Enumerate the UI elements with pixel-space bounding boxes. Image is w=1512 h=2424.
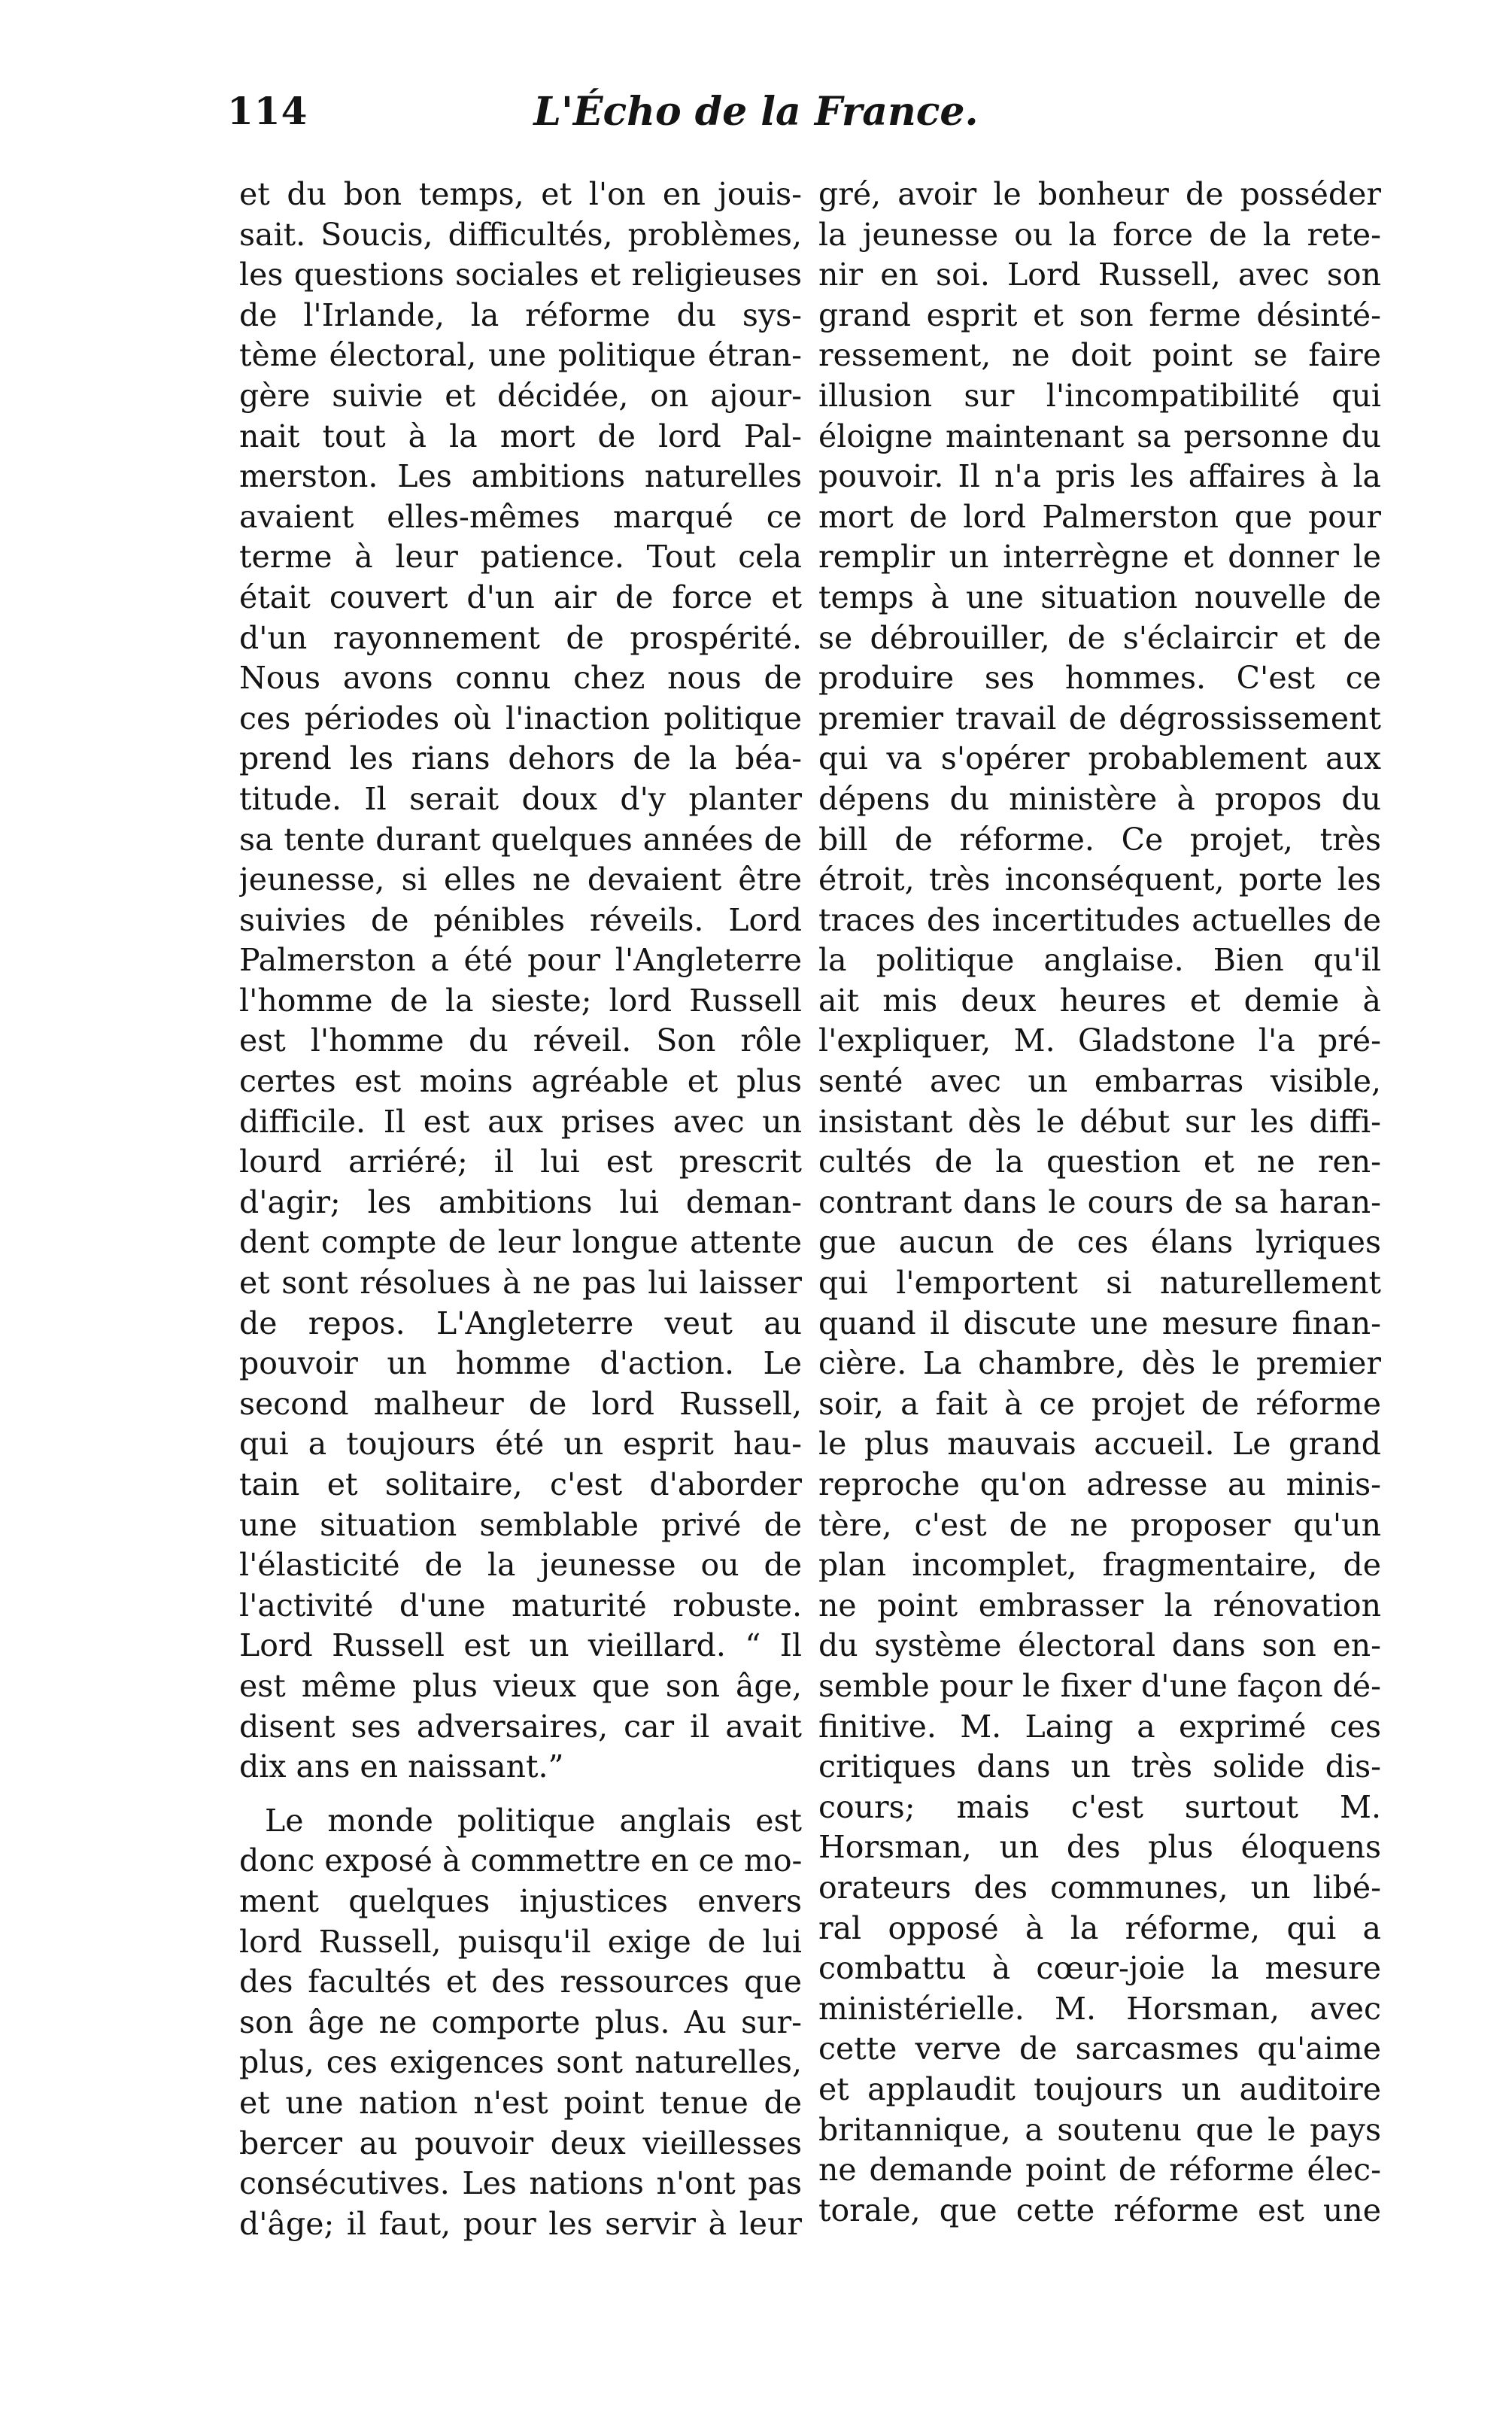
- text-line: difficile. Il est aux prises avec un: [239, 1103, 802, 1140]
- text-line: pouvoir un homme d'action. Le: [239, 1345, 802, 1382]
- text-line: Nous avons connu chez nous de: [239, 660, 802, 697]
- text-line: du système électoral dans son en-: [818, 1627, 1381, 1664]
- text-line: finitive. M. Laing a exprimé ces: [818, 1708, 1381, 1745]
- text-line: semble pour le fixer d'une façon dé-: [818, 1667, 1381, 1704]
- text-line: remplir un interrègne et donner le: [818, 539, 1381, 576]
- text-line: et applaudit toujours un auditoire: [818, 2070, 1381, 2107]
- paragraph: [239, 175, 802, 1788]
- text-line: disent ses adversaires, car il avait: [239, 1708, 802, 1745]
- text-line: gré, avoir le bonheur de posséder: [818, 176, 1381, 212]
- text-line: l'élasticité de la jeunesse ou de: [239, 1547, 802, 1584]
- text-line: ral opposé à la réforme, qui a: [818, 1909, 1381, 1946]
- text-line: de l'Irlande, la réforme du sys-: [239, 296, 802, 333]
- text-line: l'homme de la sieste; lord Russell: [239, 982, 802, 1019]
- text-line: qui l'emportent si naturellement: [818, 1265, 1381, 1302]
- text-line: cultés de la question et ne ren-: [818, 1144, 1381, 1180]
- text-line: l'expliquer, M. Gladstone l'a pré-: [818, 1022, 1381, 1059]
- text-line: consécutives. Les nations n'ont pas: [239, 2165, 802, 2202]
- text-line: sait. Soucis, difficultés, problèmes,: [239, 216, 802, 253]
- text-line: critiques dans un très solide dis-: [818, 1748, 1381, 1785]
- text-line: ne point embrasser la rénovation: [818, 1587, 1381, 1624]
- text-line: la politique anglaise. Bien qu'il: [818, 942, 1381, 979]
- text-line: d'âge; il faut, pour les servir à leur: [239, 2205, 802, 2242]
- text-line: pouvoir. Il n'a pris les affaires à la: [818, 458, 1381, 495]
- text-line: les questions sociales et religieuses: [239, 257, 802, 293]
- text-line: plus, ces exigences sont naturelles,: [239, 2044, 802, 2081]
- text-line: ces périodes où l'inaction politique: [239, 700, 802, 737]
- text-line: nir en soi. Lord Russell, avec son: [818, 257, 1381, 293]
- text-line: torale, que cette réforme est une: [818, 2192, 1381, 2228]
- left-column: [239, 175, 802, 2244]
- text-line: et sont résolues à ne pas lui laisser: [239, 1265, 802, 1302]
- text-line: mort de lord Palmerston que pour: [818, 498, 1381, 535]
- text-line: nait tout à la mort de lord Pal-: [239, 418, 802, 454]
- text-line: d'un rayonnement de prospérité.: [239, 619, 802, 656]
- text-line: est l'homme du réveil. Son rôle: [239, 1022, 802, 1059]
- text-line: l'activité d'une maturité robuste.: [239, 1587, 802, 1624]
- text-line: Le monde politique anglais est: [265, 1802, 802, 1839]
- text-line: le plus mauvais accueil. Le grand: [818, 1426, 1381, 1463]
- text-line: cours; mais c'est surtout M.: [818, 1788, 1381, 1825]
- text-line: tain et solitaire, c'est d'aborder: [239, 1466, 802, 1502]
- text-line: quand il discute une mesure finan-: [818, 1305, 1381, 1341]
- text-line: ait mis deux heures et demie à: [818, 982, 1381, 1019]
- text-line: éloigne maintenant sa personne du: [818, 418, 1381, 454]
- text-line: contrant dans le cours de sa haran-: [818, 1183, 1381, 1220]
- text-line: suivies de pénibles réveils. Lord: [239, 901, 802, 938]
- text-line: jeunesse, si elles ne devaient être: [239, 861, 802, 898]
- text-line: une situation semblable privé de: [239, 1506, 802, 1543]
- text-line: étroit, très inconséquent, porte les: [818, 861, 1381, 898]
- text-line: se débrouiller, de s'éclaircir et de: [818, 619, 1381, 656]
- text-line: traces des incertitudes actuelles de: [818, 901, 1381, 938]
- text-line: avaient elles-mêmes marqué ce: [239, 498, 802, 535]
- text-line: Palmerston a été pour l'Angleterre: [239, 942, 802, 979]
- running-title: L'Écho de la France.: [533, 89, 979, 135]
- text-line: cette verve de sarcasmes qu'aime: [818, 2031, 1381, 2067]
- text-line: dépens du ministère à propos du: [818, 780, 1381, 817]
- text-line: d'agir; les ambitions lui deman-: [239, 1183, 802, 1220]
- text-line: qui va s'opérer probablement aux: [818, 740, 1381, 777]
- text-line: ne demande point de réforme élec-: [818, 2152, 1381, 2189]
- text-line: ment quelques injustices envers: [239, 1882, 802, 1919]
- text-line: certes est moins agréable et plus: [239, 1063, 802, 1100]
- paragraph: [818, 175, 1381, 2231]
- text-line: bill de réforme. Ce projet, très: [818, 821, 1381, 858]
- text-line: temps à une situation nouvelle de: [818, 579, 1381, 615]
- text-line: Horsman, un des plus éloquens: [818, 1829, 1381, 1866]
- paragraph-spacer: [239, 1788, 802, 1801]
- text-line: britannique, a soutenu que le pays: [818, 2111, 1381, 2148]
- text-line: donc exposé à commettre en ce mo-: [239, 1842, 802, 1879]
- text-line: prend les rians dehors de la béa-: [239, 740, 802, 777]
- text-line: dent compte de leur longue attente: [239, 1224, 802, 1261]
- text-line: et du bon temps, et l'on en jouis-: [239, 176, 802, 212]
- text-line: soir, a fait à ce projet de réforme: [818, 1385, 1381, 1422]
- text-line: bercer au pouvoir deux vieillesses: [239, 2125, 802, 2161]
- text-line: second malheur de lord Russell,: [239, 1385, 802, 1422]
- text-line: son âge ne comporte plus. Au sur-: [239, 2003, 802, 2040]
- text-line: sa tente durant quelques années de: [239, 821, 802, 858]
- text-line: lord Russell, puisqu'il exige de lui: [239, 1923, 802, 1960]
- text-line: des facultés et des ressources que: [239, 1964, 802, 2000]
- text-line: ministérielle. M. Horsman, avec: [818, 1990, 1381, 2027]
- text-line: merston. Les ambitions naturelles: [239, 458, 802, 495]
- right-column: [818, 175, 1381, 2231]
- text-line: premier travail de dégrossissement: [818, 700, 1381, 737]
- text-line: la jeunesse ou la force de la rete-: [818, 216, 1381, 253]
- text-line: senté avec un embarras visible,: [818, 1063, 1381, 1100]
- text-line: illusion sur l'incompatibilité qui: [818, 377, 1381, 414]
- text-line: combattu à cœur-joie la mesure: [818, 1950, 1381, 1987]
- text-line: insistant dès le début sur les diffi-: [818, 1103, 1381, 1140]
- paragraph: [239, 1801, 802, 2245]
- text-line: dix ans en naissant.”: [239, 1748, 564, 1785]
- text-line: est même plus vieux que son âge,: [239, 1667, 802, 1704]
- text-line: gue aucun de ces élans lyriques: [818, 1224, 1381, 1261]
- text-line: produire ses hommes. C'est ce: [818, 660, 1381, 697]
- text-line: et une nation n'est point tenue de: [239, 2084, 802, 2121]
- text-line: de repos. L'Angleterre veut au: [239, 1305, 802, 1341]
- text-line: Lord Russell est un vieillard. “ Il: [239, 1627, 802, 1664]
- text-line: tème électoral, une politique étran-: [239, 337, 802, 374]
- text-line: titude. Il serait doux d'y planter: [239, 780, 802, 817]
- text-line: plan incomplet, fragmentaire, de: [818, 1547, 1381, 1584]
- text-line: ressement, ne doit point se faire: [818, 337, 1381, 374]
- text-line: terme à leur patience. Tout cela: [239, 539, 802, 576]
- text-line: grand esprit et son ferme désinté-: [818, 296, 1381, 333]
- text-line: cière. La chambre, dès le premier: [818, 1345, 1381, 1382]
- text-line: reproche qu'on adresse au minis-: [818, 1466, 1381, 1502]
- text-line: gère suivie et décidée, on ajour-: [239, 377, 802, 414]
- text-line: qui a toujours été un esprit hau-: [239, 1426, 802, 1463]
- text-line: était couvert d'un air de force et: [239, 579, 802, 615]
- text-line: orateurs des communes, un libé-: [818, 1869, 1381, 1906]
- page-number: 114: [227, 89, 308, 133]
- text-line: tère, c'est de ne proposer qu'un: [818, 1506, 1381, 1543]
- text-line: lourd arriéré; il lui est prescrit: [239, 1144, 802, 1180]
